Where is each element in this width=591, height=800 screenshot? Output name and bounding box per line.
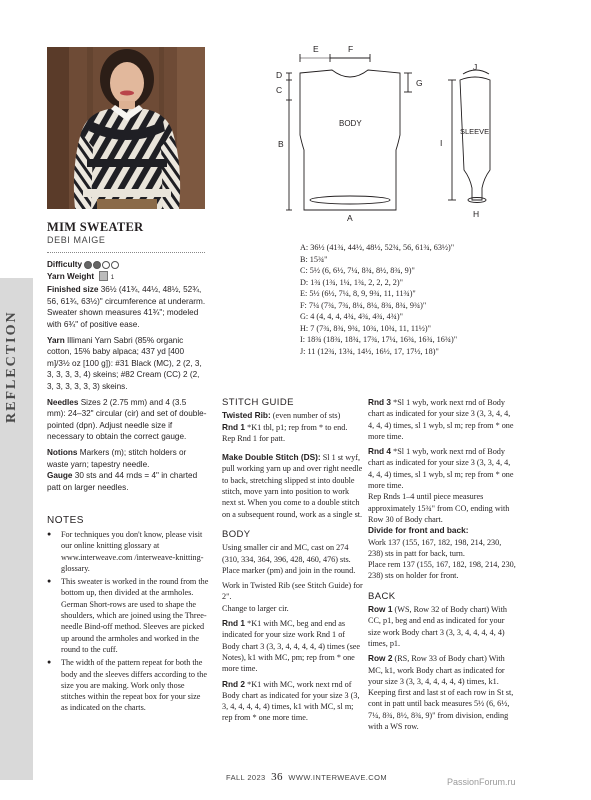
twisted-rib-rep: Rep Rnd 1 for patt. xyxy=(222,433,285,443)
designer-name: DEBI MAIGE xyxy=(47,235,106,245)
back-heading: BACK xyxy=(368,590,396,602)
notions-text: Markers (m); stitch holders or waste yarn; tapestry needle. xyxy=(47,447,187,469)
gauge-label: Gauge xyxy=(47,471,73,481)
back-row1-label: Row 1 xyxy=(368,604,393,615)
yarn-weight-icon xyxy=(99,271,108,281)
body-rnd2-text: *K1 with MC, work next rnd of Body chart as indicated for your size 3 (3, 3, 4, 4, 4, 4, 4) times, k1 with MC, sl m; rep from * one more time. xyxy=(222,679,360,723)
measurement-item: H: 7 (7¾, 8¾, 9¾, 10¾, 10¾, 11, 11½)" xyxy=(300,323,431,333)
divide-text: Work 137 (155, 167, 182, 198, 214, 230, 238) sts in patt for back, turn. xyxy=(368,537,502,558)
schematic-label-b: B xyxy=(278,139,284,149)
notions-label: Notions xyxy=(47,447,78,457)
section-label: REFLECTION xyxy=(4,310,19,423)
body-rnd1-text: *K1 with MC, beg and end as indicated for your size work Rnd 1 of Body chart 3 (3, 3, 4, 4, 4, 4, 4) times (see Notes), k1 with MC, pm; rep from * one more time. xyxy=(222,619,361,674)
body-change: Change to larger cir. xyxy=(222,603,289,613)
schematic-label-body: BODY xyxy=(339,119,362,128)
yarn-weight-label: Yarn Weight xyxy=(47,271,95,281)
sweater-photo xyxy=(47,47,205,209)
yarn-weight-value: 1 xyxy=(110,274,115,281)
body-repeat: Rep Rnds 1–4 until piece measures approximately 15¾" from CO, ending with Row 30 of Body chart. xyxy=(368,492,510,524)
watermark: PassionForum.ru xyxy=(447,777,516,787)
note-item: ● For techniques you don't know, please visit our online knitting glossary at www.interweave.com /interweave-knitting-glossary. xyxy=(47,529,209,574)
body-rnd4-text: *Sl 1 wyb, work next rnd of Body chart as indicated for your size 3 (3, 3, 4, 4, 4, 4, 4) times, sl 1 wyb, sl m; rep from * one more time. xyxy=(368,447,514,491)
measurement-item: B: 15¾" xyxy=(300,254,328,264)
difficulty-dot-filled xyxy=(84,261,92,269)
yarn-label: Yarn xyxy=(47,335,65,345)
difficulty-label: Difficulty xyxy=(47,260,83,269)
body-intro: Using smaller cir and MC, cast on 274 (310, 334, 364, 396, 428, 460, 476) sts. Place marker (pm) and join in the round. xyxy=(222,543,356,575)
schematic-label-g: G xyxy=(416,78,423,88)
measurement-item: F: 7¼ (7¾, 7¾, 8¼, 8¼, 8¾, 8¾, 9¾)" xyxy=(300,300,427,310)
schematic-label-c: C xyxy=(276,85,283,95)
difficulty-dot-empty xyxy=(111,261,119,269)
body-rnd1-label: Rnd 1 xyxy=(222,618,246,629)
finished-size-label: Finished size xyxy=(47,285,99,295)
schematic-label-e: E xyxy=(313,44,319,54)
yarn-text: Illimani Yarn Sabri (85% organic cotton, 15% baby alpaca; 437 yd [400 m]/3½ oz [100 g]): #31 Black (MC), 2 (2, 3, 3, 3, 3, 3, 4) skeins; #82 Cream (CC) 2 (2, 3, 3, 3, 3, 3, 3) skeins. xyxy=(47,335,202,391)
schematic-label-i: I xyxy=(440,138,443,148)
difficulty-dot-empty xyxy=(102,261,110,269)
footer-site: WWW.INTERWEAVE.COM xyxy=(288,773,387,782)
body-rnd3-label: Rnd 3 xyxy=(368,397,392,407)
double-stitch-text: Sl 1 st wyf, pull working yarn up and over right needle to back, stretching slipped st into double stitch, move yarn into position to work next st. When you come to a double stitch on a subsequent round, work as a single st. xyxy=(222,453,363,519)
divider xyxy=(47,252,205,253)
difficulty-dot-filled xyxy=(93,261,101,269)
notes-heading: NOTES xyxy=(47,515,84,526)
finished-size-text: 36½ (41¾, 44½, 48½, 52¾, 56, 61¾, 63½)" circumference at underarm. Sweater shown measures 41¾"; modeled with 6¾" of positive ease. xyxy=(47,285,206,329)
divide-title: Divide for front and back: xyxy=(368,525,469,536)
back-row2-text: (RS, Row 33 of Body chart) With MC, k1, work Body chart as indicated for your size 3 (3, 3, 4, 4, 4, 4, 4) times, k1. Keeping first and last st of each row in St st, cont in patt until back measures 5½ (6, 6½, 7¼, 8¾, 8½, 8¾, 9)" from division, ending with a WS row. xyxy=(368,654,514,732)
schematic-label-h: H xyxy=(473,209,480,219)
measurement-item: A: 36½ (41¾, 44½, 48½, 52¾, 56, 61¾, 63½)" xyxy=(300,243,455,252)
page-number: 36 xyxy=(271,771,283,783)
body-rib: Work in Twisted Rib (see Stitch Guide) for 2". xyxy=(222,581,363,602)
body-heading: BODY xyxy=(222,528,251,540)
double-stitch-title: Make Double Stitch (DS): xyxy=(222,452,321,463)
place-remaining: Place rem 137 (155, 167, 182, 198, 214, 230, 238) sts on holder for front. xyxy=(368,560,516,581)
body-rnd3-text: *Sl 1 wyb, work next rnd of Body chart as indicated for your size 3 (3, 3, 4, 4, 4, 4, 4) times, sl 1 wyb, sl m; rep from * one more time. xyxy=(368,398,514,441)
back-row2-label: Row 2 xyxy=(368,653,393,664)
measurement-item: J: 11 (12¾, 13¾, 14½, 16½, 17, 17½, 18)" xyxy=(300,346,439,356)
schematic-label-j: J xyxy=(473,62,478,72)
footer-issue: FALL 2023 xyxy=(226,773,266,782)
back-row1-text: (WS, Row 32 of Body chart) With CC, p1, beg and end as indicated for your size work Body chart 3 (3, 3, 4, 4, 4, 4, 4) times, p1. xyxy=(368,605,508,648)
schematic-diagram xyxy=(270,40,510,235)
measurement-item: G: 4 (4, 4, 4, 4¾, 4¾, 4¾, 4¾)" xyxy=(300,312,403,321)
note-item: ● This sweater is worked in the round from the bottom up, then divided at the armholes. German Short-rows are used to shape the shoulders, which are joined using the Three-needle Bind-off method. Sleeves are picked up around the armholes and worked in the round to the cuff. xyxy=(47,576,209,655)
schematic-label-f: F xyxy=(348,44,354,54)
measurement-item: C: 5½ (6, 6½, 7¼, 8¾, 8½, 8¾, 9)" xyxy=(300,266,415,275)
measurement-item: D: 1¾ (1¾, 1¼, 1¾, 2, 2, 2, 2)" xyxy=(300,277,403,287)
body-rnd4-label: Rnd 4 xyxy=(368,446,392,457)
needles-label: Needles xyxy=(47,397,79,407)
schematic-label-a: A xyxy=(347,213,353,223)
twisted-rib-rnd1-text: *K1 tbl, p1; rep from * to end. xyxy=(245,422,348,432)
difficulty-rating xyxy=(84,260,120,269)
pattern-specs xyxy=(47,259,207,497)
notes-list xyxy=(47,529,209,716)
column-body-back xyxy=(368,397,516,736)
note-item: ● The width of the pattern repeat for both the body and the sleeves differs according to the size you are making. Work only those stitches within the repeat box for your size as indicated on the charts. xyxy=(47,657,209,713)
twisted-rib-rnd1-label: Rnd 1 xyxy=(222,421,246,432)
measurements-list xyxy=(300,242,520,357)
gauge-text: 30 sts and 44 rnds = 4" in charted patt on larger needles. xyxy=(47,471,198,492)
twisted-rib-sub: (even number of sts) xyxy=(270,411,341,421)
column-stitch-guide-body xyxy=(222,397,364,728)
pattern-title: MIM SWEATER xyxy=(47,220,144,234)
body-rnd2-label: Rnd 2 xyxy=(222,678,246,689)
stitch-guide-heading: STITCH GUIDE xyxy=(222,397,294,408)
page-footer xyxy=(226,771,387,783)
measurement-item: E: 5½ (6½, 7¼, 8, 9, 9¾, 11, 11¾)" xyxy=(300,289,416,298)
twisted-rib-title: Twisted Rib: xyxy=(222,410,271,421)
needles-text: Sizes 2 (2.75 mm) and 4 (3.5 mm): 24–32" circular (cir) and set of double-pointed (dpn). Adjust needle size if necessary to obtain the correct gauge. xyxy=(47,397,207,442)
schematic-label-sleeve: SLEEVE xyxy=(460,127,490,136)
measurement-item: I: 18¾ (18¾, 18¾, 17¾, 17¼, 16¾, 16¾, 16¾)" xyxy=(300,335,458,344)
schematic-label-d: D xyxy=(276,70,283,80)
